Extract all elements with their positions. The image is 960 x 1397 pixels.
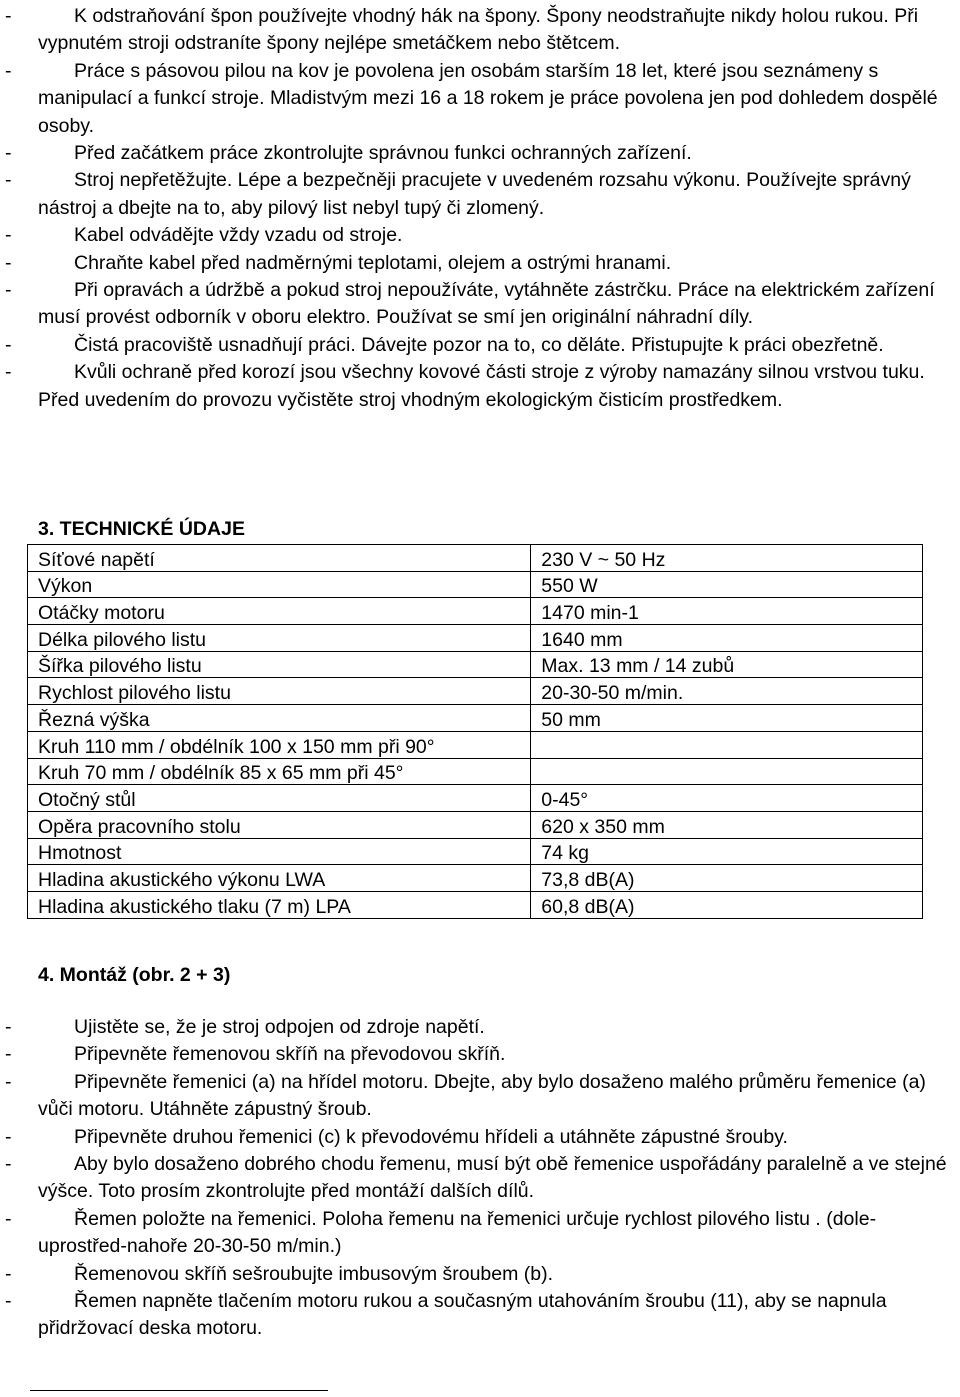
table-row [28, 651, 923, 678]
list-item-text: Před začátkem práce zkontrolujte správnou funkci ochranných zařízení. [74, 142, 692, 165]
list-item-text: Aby bylo dosaženo dobrého chodu řemenu, musí být obě řemenice uspořádány paralelně a ve stejné výšce. Toto prosím zkontrolujte před montáží dalších dílů. [38, 1153, 947, 1203]
spec-value: 1640 mm [531, 625, 923, 652]
list-item-text: Chraňte kabel před nadměrnými teplotami, olejem a ostrými hranami. [74, 251, 672, 274]
list-item-text: Připevněte řemenovou skříň na převodovou skříň. [74, 1043, 506, 1066]
list-item [0, 1014, 960, 1041]
table-row [28, 625, 923, 652]
list-item [0, 332, 960, 359]
table-row [28, 678, 923, 705]
list-item [0, 1069, 960, 1124]
list-item-text: Práce s pásovou pilou na kov je povolena jen osobám starším 18 let, které jsou seznámeny s manipulací a funkcí stroje. Mladistvým mezi 16 a 18 rokem je práce povolena jen pod dohledem dospělé osoby. [38, 59, 938, 137]
spec-label: Řezná výška [28, 705, 531, 732]
spec-label: Otočný stůl [28, 785, 531, 812]
spec-label: Opěra pracovního stolu [28, 811, 531, 838]
technical-data-heading: 3. TECHNICKÉ ÚDAJE [38, 518, 245, 540]
spec-value: Max. 13 mm / 14 zubů [531, 651, 923, 678]
technical-data-table [27, 544, 923, 919]
list-dash: - [5, 1043, 12, 1066]
table-row [28, 571, 923, 598]
list-item [0, 1124, 960, 1151]
list-item [0, 58, 960, 140]
spec-label: Síťové napětí [28, 545, 531, 572]
footnote-separator-line [30, 1390, 328, 1391]
spec-label: Délka pilového listu [28, 625, 531, 652]
list-dash: - [5, 5, 12, 27]
assembly-instructions-list [0, 1014, 960, 1343]
list-dash: - [5, 169, 12, 192]
list-item-text: Připevněte řemenici (a) na hřídel motoru. Dbejte, aby bylo dosaženo malého průměru řemenice (a) vůči motoru. Utáhněte zápustný šroub. [38, 1070, 926, 1121]
table-row [28, 545, 923, 572]
spec-value: 620 x 350 mm [531, 811, 923, 838]
spec-label: Kruh 70 mm / obdélník 85 x 65 mm při 45° [28, 758, 531, 785]
spec-value: 1470 min-1 [531, 598, 923, 625]
spec-label: Otáčky motoru [28, 598, 531, 625]
spec-label: Hladina akustického výkonu LWA [28, 865, 531, 892]
table-row [28, 811, 923, 838]
spec-label: Rychlost pilového listu [28, 678, 531, 705]
table-row [28, 731, 923, 758]
spec-label: Hmotnost [28, 838, 531, 865]
list-dash: - [5, 1262, 12, 1285]
spec-value: 0-45° [531, 785, 923, 812]
list-dash: - [5, 333, 12, 356]
list-item-text: Čistá pracoviště usnadňují práci. Dávejte pozor na to, co děláte. Přistupujte k práci obezřetně. [74, 333, 884, 356]
spec-value: 20-30-50 m/min. [531, 678, 923, 705]
list-item-text: Ujistěte se, že je stroj odpojen od zdroje napětí. [74, 1016, 485, 1038]
list-item-text: Stroj nepřetěžujte. Lépe a bezpečněji pracujete v uvedeném rozsahu výkonu. Používejte správný nástroj a dbejte na to, aby pilový list nebyl tupý či zlomený. [38, 169, 911, 219]
list-dash: - [5, 1125, 12, 1148]
table-row [28, 758, 923, 785]
list-dash: - [5, 142, 12, 165]
list-item [0, 277, 960, 332]
list-item [0, 222, 960, 249]
table-row [28, 891, 923, 918]
list-dash: - [5, 279, 12, 302]
list-item [0, 1206, 960, 1261]
list-item [0, 140, 960, 167]
table-row [28, 598, 923, 625]
list-dash: - [5, 251, 12, 274]
list-dash: - [5, 1070, 12, 1093]
list-dash: - [5, 1016, 12, 1038]
spec-label: Šířka pilového listu [28, 651, 531, 678]
list-dash: - [5, 1153, 12, 1176]
spec-label: Výkon [28, 571, 531, 598]
spec-value: 50 mm [531, 705, 923, 732]
spec-value: 60,8 dB(A) [531, 891, 923, 918]
list-item [0, 1261, 960, 1288]
list-dash: - [5, 1290, 12, 1313]
spec-value: 73,8 dB(A) [531, 865, 923, 892]
list-item-text: Při opravách a údržbě a pokud stroj nepoužíváte, vytáhněte zástrčku. Práce na elektrickém zařízení musí provést odborník v oboru elektro. Používat se smí jen originální náhradní díly. [38, 279, 935, 329]
list-dash: - [5, 1207, 12, 1230]
list-item-text: Připevněte druhou řemenici (c) k převodovému hřídeli a utáhněte zápustné šrouby. [74, 1125, 788, 1148]
list-item-text: Kvůli ochraně před korozí jsou všechny kovové části stroje z výroby namazány silnou vrstvou tuku. Před uvedením do provozu vyčistěte stroj vhodným ekologickým čisticím prostředkem. [38, 361, 925, 411]
list-item-text: Řemen položte na řemenici. Poloha řemenu na řemenici určuje rychlost pilového listu . (dole-uprostřed-nahoře 20-30-50 m/min.) [38, 1207, 877, 1258]
spec-value: 74 kg [531, 838, 923, 865]
table-row [28, 838, 923, 865]
spec-label: Hladina akustického tlaku (7 m) LPA [28, 891, 531, 918]
list-item [0, 1151, 960, 1206]
spec-label: Kruh 110 mm / obdélník 100 x 150 mm při 90° [28, 731, 531, 758]
list-item-text: Řemenovou skříň sešroubujte imbusovým šroubem (b). [74, 1262, 554, 1285]
list-item [0, 359, 960, 414]
spec-value: 550 W [531, 571, 923, 598]
list-item [0, 1288, 960, 1343]
list-item-text: K odstraňování špon používejte vhodný hák na špony. Špony neodstraňujte nikdy holou rukou. Při vypnutém stroji odstraníte špony nejlépe smetáčkem nebo štětcem. [38, 5, 919, 55]
spec-value [531, 731, 923, 758]
list-item [0, 167, 960, 222]
list-dash: - [5, 224, 12, 247]
list-dash: - [5, 59, 12, 82]
list-item [0, 1041, 960, 1068]
table-row [28, 785, 923, 812]
spec-value: 230 V ~ 50 Hz [531, 545, 923, 572]
table-row [28, 865, 923, 892]
assembly-heading: 4. Montáž (obr. 2 + 3) [38, 964, 231, 986]
list-item [0, 250, 960, 277]
list-item-text: Kabel odvádějte vždy vzadu od stroje. [74, 224, 403, 247]
list-item [0, 3, 960, 58]
list-dash: - [5, 361, 12, 384]
table-row [28, 705, 923, 732]
safety-instructions-list [0, 3, 960, 414]
list-item-text: Řemen napněte tlačením motoru rukou a současným utahováním šroubu (11), aby se napnula přidržovací deska motoru. [38, 1290, 887, 1340]
spec-value [531, 758, 923, 785]
